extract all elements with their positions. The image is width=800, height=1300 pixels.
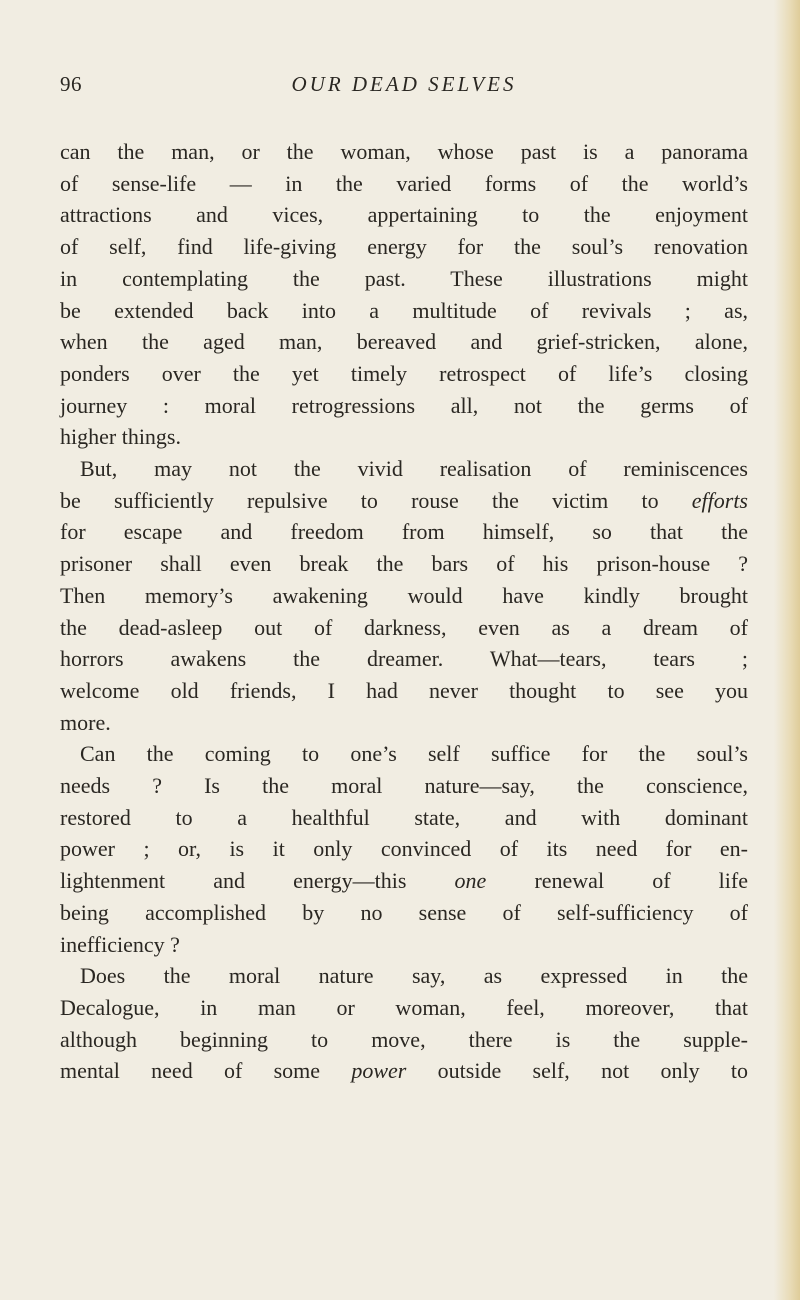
paragraph-2-line-2 (60, 485, 748, 517)
paragraph-3-line-6: being accomplished by no sense of self-sufficiency of (60, 899, 748, 925)
paragraph-2-line-2-text: be sufficiently repulsive to rouse the victim to (60, 487, 692, 513)
paragraph-2-line-4: prisoner shall even break the bars of his prison-house ? (60, 551, 748, 577)
paragraph-1-line-2: of sense-life — in the varied forms of the world’s (60, 170, 748, 196)
paragraph-4-line-4 (60, 1055, 748, 1087)
paragraph-3-line-4: power ; or, is it only convinced of its need for en- (60, 836, 748, 862)
paragraph-3-line-3: restored to a healthful state, and with dominant (60, 804, 748, 830)
paragraph-4-line-4-text-b: outside self, not only to (406, 1058, 748, 1084)
paragraph-4-line-4-text-a: mental need of some (60, 1058, 352, 1084)
paragraph-4-line-3: although beginning to move, there is the supple- (60, 1026, 748, 1052)
paragraph-1-line-7: when the aged man, bereaved and grief-stricken, alone, (60, 329, 748, 355)
paragraph-2-line-9: more. (60, 709, 111, 735)
paragraph-3-line-1: Can the coming to one’s self suffice for the soul’s (80, 741, 748, 767)
paragraph-1-line-5: in contemplating the past. These illustrations might (60, 265, 748, 291)
paragraph-1-line-3: attractions and vices, appertaining to the enjoyment (60, 202, 748, 228)
paragraph-1-line-10: higher things. (60, 424, 181, 450)
paragraph-1-line-1: can the man, or the woman, whose past is a panorama (60, 139, 748, 164)
book-page (60, 72, 748, 1087)
paragraph-3-line-7: inefficiency ? (60, 931, 180, 957)
paragraph-1-line-4: of self, find life-giving energy for the soul’s renovation (60, 234, 748, 260)
body-text (60, 136, 748, 1087)
italic-word-one: one (454, 868, 487, 894)
paragraph-2-line-8: welcome old friends, I had never thought to see you (60, 677, 748, 703)
page-number: 96 (60, 72, 82, 96)
paragraph-3-line-5 (60, 865, 748, 897)
italic-word-efforts: efforts (691, 487, 748, 513)
paragraph-1-line-8: ponders over the yet timely retrospect of life’s closing (60, 360, 748, 386)
italic-word-power: power (351, 1058, 407, 1084)
paragraph-4-line-1: Does the moral nature say, as expressed in the (80, 963, 748, 989)
paragraph-3-line-5-text-a: lightenment and energy—this (60, 868, 455, 894)
paragraph-2-line-1: But, may not the vivid realisation of reminiscences (80, 456, 748, 482)
paragraph-1-line-6: be extended back into a multitude of revivals ; as, (60, 297, 748, 323)
paragraph-2-line-3: for escape and freedom from himself, so that the (60, 519, 748, 545)
page-edge-shading (774, 0, 800, 1300)
paragraph-2-line-7: horrors awakens the dreamer. What—tears, tears ; (60, 646, 748, 672)
page-header (60, 72, 748, 108)
paragraph-2-line-6: the dead-asleep out of darkness, even as a dream of (60, 614, 748, 640)
paragraph-1-line-9: journey : moral retrogressions all, not the germs of (60, 392, 748, 418)
running-title: OUR DEAD SELVES (291, 72, 517, 96)
paragraph-4-line-2: Decalogue, in man or woman, feel, moreover, that (60, 994, 748, 1020)
paragraph-2-line-5: Then memory’s awakening would have kindly brought (60, 582, 748, 608)
paragraph-3-line-2: needs ? Is the moral nature—say, the conscience, (60, 773, 748, 799)
paragraph-3-line-5-text-b: renewal of life (486, 868, 748, 894)
